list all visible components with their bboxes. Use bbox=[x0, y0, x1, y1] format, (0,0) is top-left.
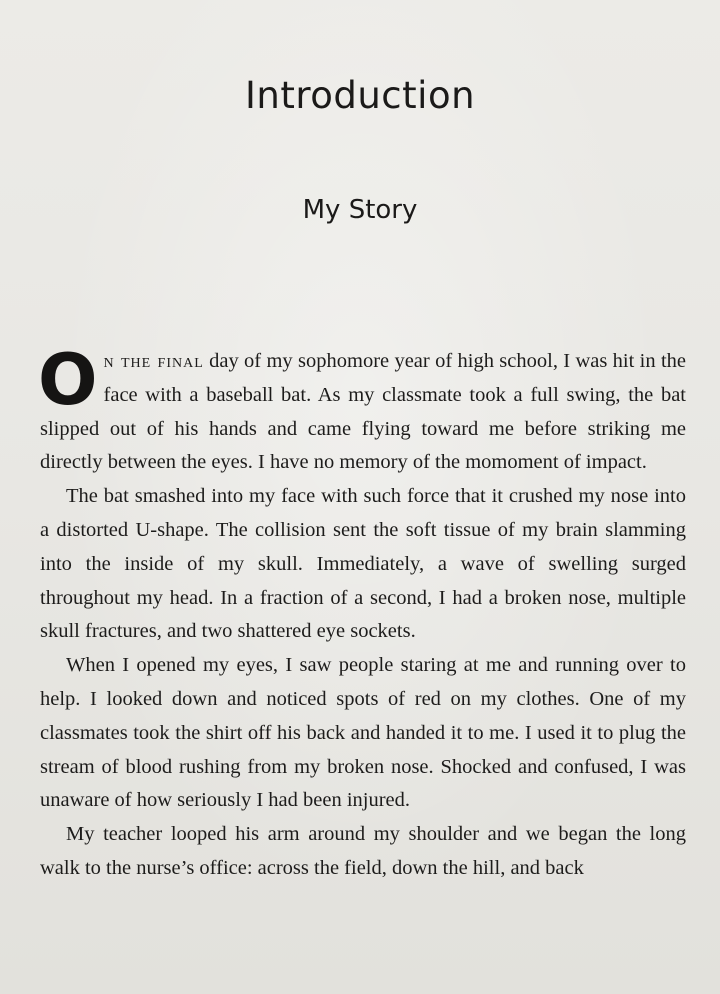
section-title: My Story bbox=[302, 195, 418, 225]
paragraph-3: When I opened my eyes, I saw people staring at me and running over to help. I looked down and noticed spots of red on my clothes. One of my classmates took the shirt off his back and handed it to me. I used it to plug the stream of blood rushing from my broken nose. Shocked and confused, I was unaware of how seriously I had been injured. bbox=[40, 654, 686, 812]
paragraph-2: The bat smashed into my face with such force that it crushed my nose into a distorted U-shape. The collision sent the soft tissue of my brain slamming into the inside of my skull. Immediately, a wave of swelling surged throughout my head. In a fraction of a second, I had a broken nose, multiple skull fractures, and two shattered eye sockets. bbox=[40, 485, 686, 643]
lead-in-small-caps: n the final bbox=[103, 350, 204, 372]
chapter-title: Introduction bbox=[244, 74, 476, 117]
body-text bbox=[38, 339, 687, 886]
drop-cap: O bbox=[38, 339, 98, 421]
paragraph-4: My teacher looped his arm around my shoulder and we began the long walk to the nurse’s office: across the field, down the hill, and back bbox=[40, 823, 686, 879]
paragraph-1 bbox=[38, 339, 687, 480]
paragraph-1-text: day of my sophomore year of high school, I was hit in the face with a baseball bat. As my classmate took a full swing, the bat slipped out of his hands and came flying toward me before striking me directly between the eyes. I have no memory of the momoment of impact. bbox=[40, 350, 687, 474]
